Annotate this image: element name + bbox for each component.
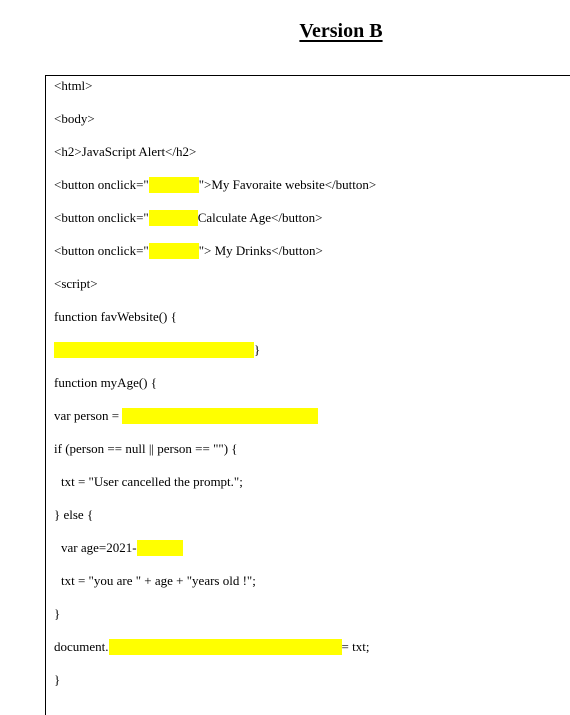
code-line-txt-age (61, 573, 256, 589)
code-text: "> My Drinks</button> (198, 243, 323, 258)
blank-highlight (109, 639, 342, 655)
code-text: <body> (54, 111, 95, 126)
code-text: var person = (54, 408, 123, 423)
blank-highlight (149, 177, 199, 193)
blank-highlight (149, 243, 199, 259)
code-line-button-drinks (54, 243, 323, 259)
code-line-script-open (54, 276, 98, 292)
code-line-final-brace (54, 672, 60, 688)
code-text: <button onclick=" (54, 210, 149, 225)
code-text: } (54, 672, 61, 687)
code-text: txt = "User cancelled the prompt."; (61, 474, 243, 489)
code-line-html-open (54, 78, 93, 94)
code-text: = txt; (341, 639, 370, 654)
code-line-fav-function (54, 309, 177, 325)
code-text: ">My Favoraite website</button> (198, 177, 377, 192)
code-text: } (54, 606, 61, 621)
blank-highlight (149, 210, 198, 226)
code-text: Calculate Age</button> (197, 210, 323, 225)
code-line-fav-body (54, 342, 260, 358)
code-text: <html> (54, 78, 93, 93)
page-title: Version B (299, 20, 383, 42)
code-line-if (54, 441, 238, 457)
code-text: function myAge() { (54, 375, 157, 390)
blank-highlight (137, 540, 183, 556)
code-text: } (254, 342, 261, 357)
code-text: <button onclick=" (54, 243, 149, 258)
code-text: txt = "you are " + age + "years old !"; (61, 573, 256, 588)
code-line-body-open (54, 111, 95, 127)
code-line-button-favorite (54, 177, 376, 193)
code-line-else (54, 507, 93, 523)
code-line-txt-cancel (61, 474, 243, 490)
code-line-var-person (54, 408, 318, 424)
code-text: <script> (54, 276, 98, 291)
code-line-document (54, 639, 369, 655)
code-box (45, 75, 570, 715)
code-text: } else { (54, 507, 94, 522)
code-line-age-function (54, 375, 157, 391)
code-text: document. (54, 639, 109, 654)
code-text: function favWebsite() { (54, 309, 177, 324)
code-text: <button onclick=" (54, 177, 149, 192)
code-line-close-brace (54, 606, 60, 622)
blank-highlight (122, 408, 318, 424)
blank-highlight (54, 342, 254, 358)
code-line-h2 (54, 144, 196, 160)
code-line-var-age (61, 540, 183, 556)
code-text: <h2>JavaScript Alert</h2> (54, 144, 197, 159)
code-text: if (person == null || person == "") { (54, 441, 238, 456)
code-line-button-age (54, 210, 323, 226)
code-text: var age=2021- (61, 540, 137, 555)
